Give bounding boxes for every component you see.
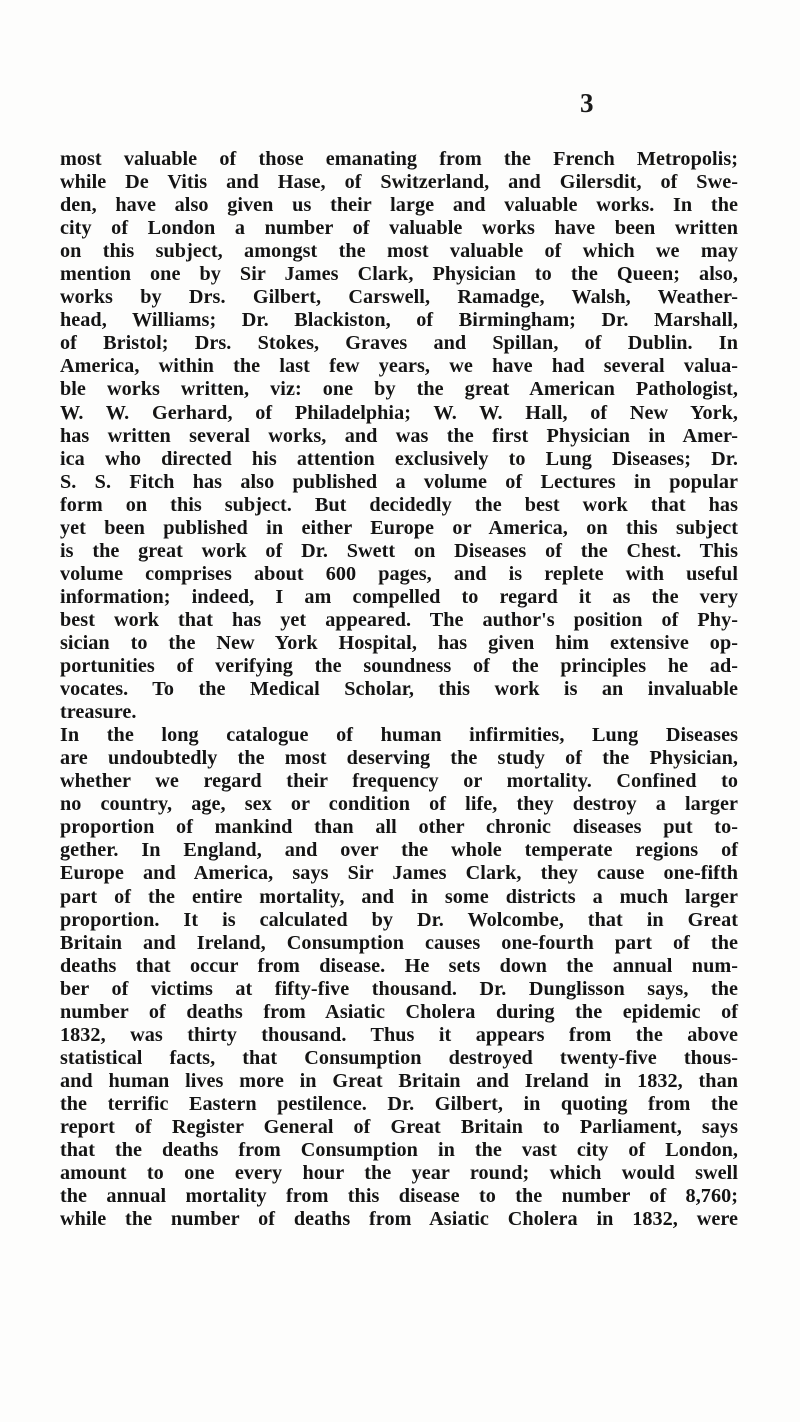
- text-line: ble works written, viz: one by the great American Pathologist,: [60, 378, 738, 401]
- text-line: of Bristol; Drs. Stokes, Graves and Spillan, of Dublin. In: [60, 332, 738, 355]
- text-line: best work that has yet appeared. The author's position of Phy-: [60, 608, 738, 631]
- text-line: while the number of deaths from Asiatic Cholera in 1832, were: [60, 1208, 738, 1231]
- text-line: head, Williams; Dr. Blackiston, of Birmingham; Dr. Marshall,: [60, 309, 738, 332]
- text-line: is the great work of Dr. Swett on Diseases of the Chest. This: [60, 539, 738, 562]
- text-line: and human lives more in Great Britain and Ireland in 1832, than: [60, 1069, 738, 1092]
- text-line: works by Drs. Gilbert, Carswell, Ramadge, Walsh, Weather-: [60, 286, 738, 309]
- text-line: deaths that occur from disease. He sets down the annual num-: [60, 954, 738, 977]
- text-line: number of deaths from Asiatic Cholera during the epidemic of: [60, 1000, 738, 1023]
- text-line: statistical facts, that Consumption destroyed twenty-five thous-: [60, 1046, 738, 1069]
- text-line: information; indeed, I am compelled to regard it as the very: [60, 585, 738, 608]
- text-line: the terrific Eastern pestilence. Dr. Gilbert, in quoting from the: [60, 1092, 738, 1115]
- text-line: most valuable of those emanating from the French Metropolis;: [60, 148, 738, 170]
- text-line: are undoubtedly the most deserving the study of the Physician,: [60, 747, 738, 770]
- page-number: 3: [580, 88, 594, 118]
- text-line: W. W. Gerhard, of Philadelphia; W. W. Hall, of New York,: [60, 401, 738, 424]
- text-line: den, have also given us their large and valuable works. In the: [60, 194, 738, 217]
- text-line: whether we regard their frequency or mortality. Confined to: [60, 770, 738, 793]
- text-line: report of Register General of Great Britain to Parliament, says: [60, 1115, 738, 1138]
- paragraph-end-line: treasure.: [60, 701, 137, 724]
- text-line: city of London a number of valuable works have been written: [60, 217, 738, 240]
- text-line: amount to one every hour the year round; which would swell: [60, 1162, 738, 1185]
- text-line: portunities of verifying the soundness of the principles he ad-: [60, 655, 738, 678]
- text-line: proportion of mankind than all other chronic diseases put to-: [60, 816, 738, 839]
- text-line: S. S. Fitch has also published a volume of Lectures in popular: [60, 470, 738, 493]
- text-line: volume comprises about 600 pages, and is replete with useful: [60, 562, 738, 585]
- text-line: Britain and Ireland, Consumption causes one-fourth part of the: [60, 931, 738, 954]
- text-line: ica who directed his attention exclusively to Lung Diseases; Dr.: [60, 447, 738, 470]
- text-line: Europe and America, says Sir James Clark, they cause one-fifth: [60, 862, 738, 885]
- text-line: has written several works, and was the first Physician in Amer-: [60, 424, 738, 447]
- text-line: America, within the last few years, we have had several valua-: [60, 355, 738, 378]
- text-line: gether. In England, and over the whole temperate regions of: [60, 839, 738, 862]
- text-line: no country, age, sex or condition of life, they destroy a larger: [60, 793, 738, 816]
- text-line: In the long catalogue of human infirmities, Lung Diseases: [60, 724, 738, 747]
- text-line: 1832, was thirty thousand. Thus it appears from the above: [60, 1023, 738, 1046]
- text-line: proportion. It is calculated by Dr. Wolcombe, that in Great: [60, 908, 738, 931]
- text-line: that the deaths from Consumption in the vast city of London,: [60, 1139, 738, 1162]
- text-line: form on this subject. But decidedly the best work that has: [60, 493, 738, 516]
- text-line: while De Vitis and Hase, of Switzerland, and Gilersdit, of Swe-: [60, 171, 738, 194]
- text-line: the annual mortality from this disease to the number of 8,760;: [60, 1185, 738, 1208]
- text-line: part of the entire mortality, and in some districts a much larger: [60, 885, 738, 908]
- body-text: [60, 148, 738, 1231]
- text-line: sician to the New York Hospital, has given him extensive op-: [60, 631, 738, 654]
- text-line: ber of victims at fifty-five thousand. Dr. Dunglisson says, the: [60, 977, 738, 1000]
- text-line: on this subject, amongst the most valuable of which we may: [60, 240, 738, 263]
- text-line: yet been published in either Europe or America, on this subject: [60, 516, 738, 539]
- text-line: mention one by Sir James Clark, Physician to the Queen; also,: [60, 263, 738, 286]
- text-line: vocates. To the Medical Scholar, this work is an invaluable: [60, 678, 738, 701]
